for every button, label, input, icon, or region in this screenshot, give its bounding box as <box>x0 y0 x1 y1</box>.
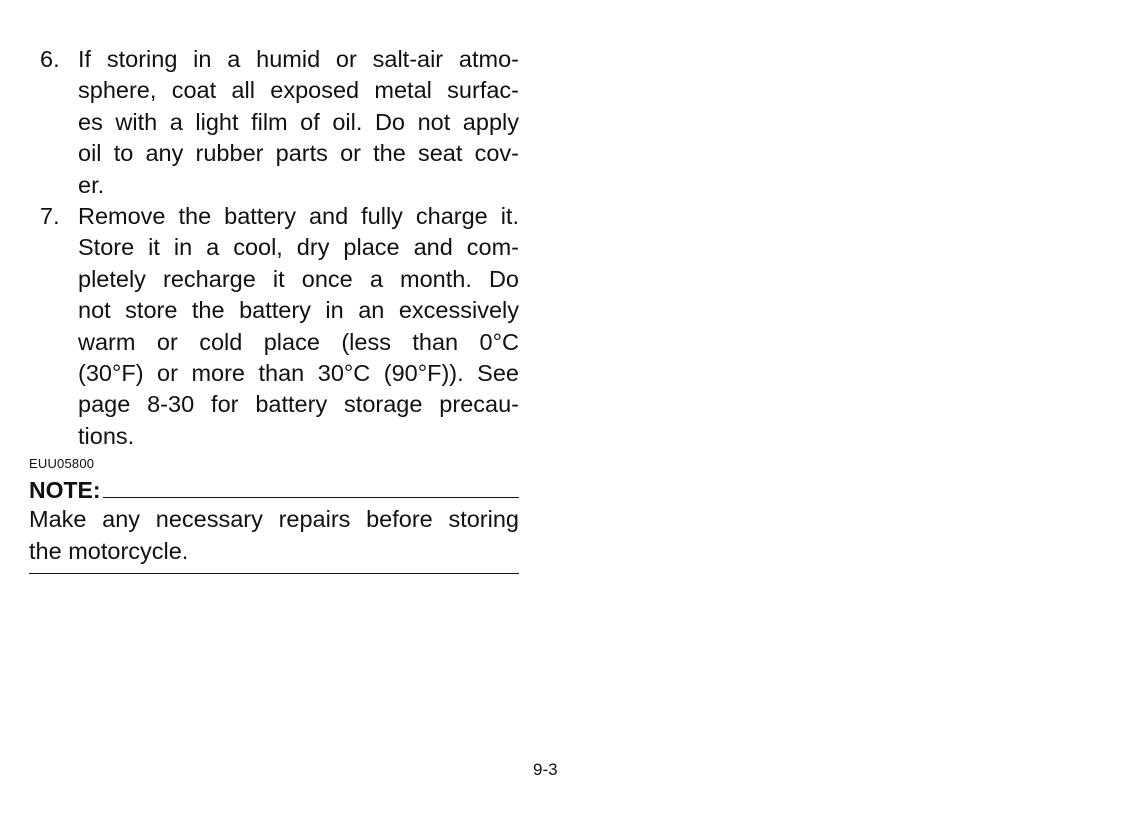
step-text-line: warm or cold place (less than 0°C <box>78 328 519 355</box>
page-number: 9-3 <box>533 760 558 779</box>
step-text-line: page 8-30 for battery storage precau- <box>78 391 519 418</box>
step-text-line: oil to any rubber parts or the seat cov- <box>78 140 519 167</box>
reference-code: EUU05800 <box>29 456 95 472</box>
note-header <box>29 476 519 504</box>
step-text-line: tions. <box>78 422 135 449</box>
step-text-line: not store the battery in an excessively <box>78 297 519 324</box>
step-text-line: es with a light film of oil. Do not apply <box>78 108 519 135</box>
note-body <box>29 504 519 567</box>
note-label: NOTE: <box>29 477 101 504</box>
note-text-line: the motorcycle. <box>29 537 189 564</box>
step-text-line: er. <box>78 171 105 198</box>
note-end-rule <box>29 573 519 574</box>
step-text-line: If storing in a humid or salt-air atmo- <box>78 46 519 72</box>
note-text-line: Make any necessary repairs before storing <box>29 506 519 533</box>
step-text-line: Store it in a cool, dry place and com- <box>78 234 519 261</box>
step-7 <box>29 201 519 452</box>
step-number: 6. <box>40 46 60 72</box>
step-text-line: (30°F) or more than 30°C (90°F)). See <box>78 360 519 387</box>
step-6 <box>29 44 519 201</box>
manual-column <box>29 44 519 574</box>
step-text-line: sphere, coat all exposed metal surfac- <box>78 77 519 104</box>
step-text-line: Remove the battery and fully charge it. <box>78 203 519 230</box>
note-header-rule <box>103 497 519 498</box>
step-number: 7. <box>40 203 60 230</box>
step-text-line: pletely recharge it once a month. Do <box>78 265 519 292</box>
